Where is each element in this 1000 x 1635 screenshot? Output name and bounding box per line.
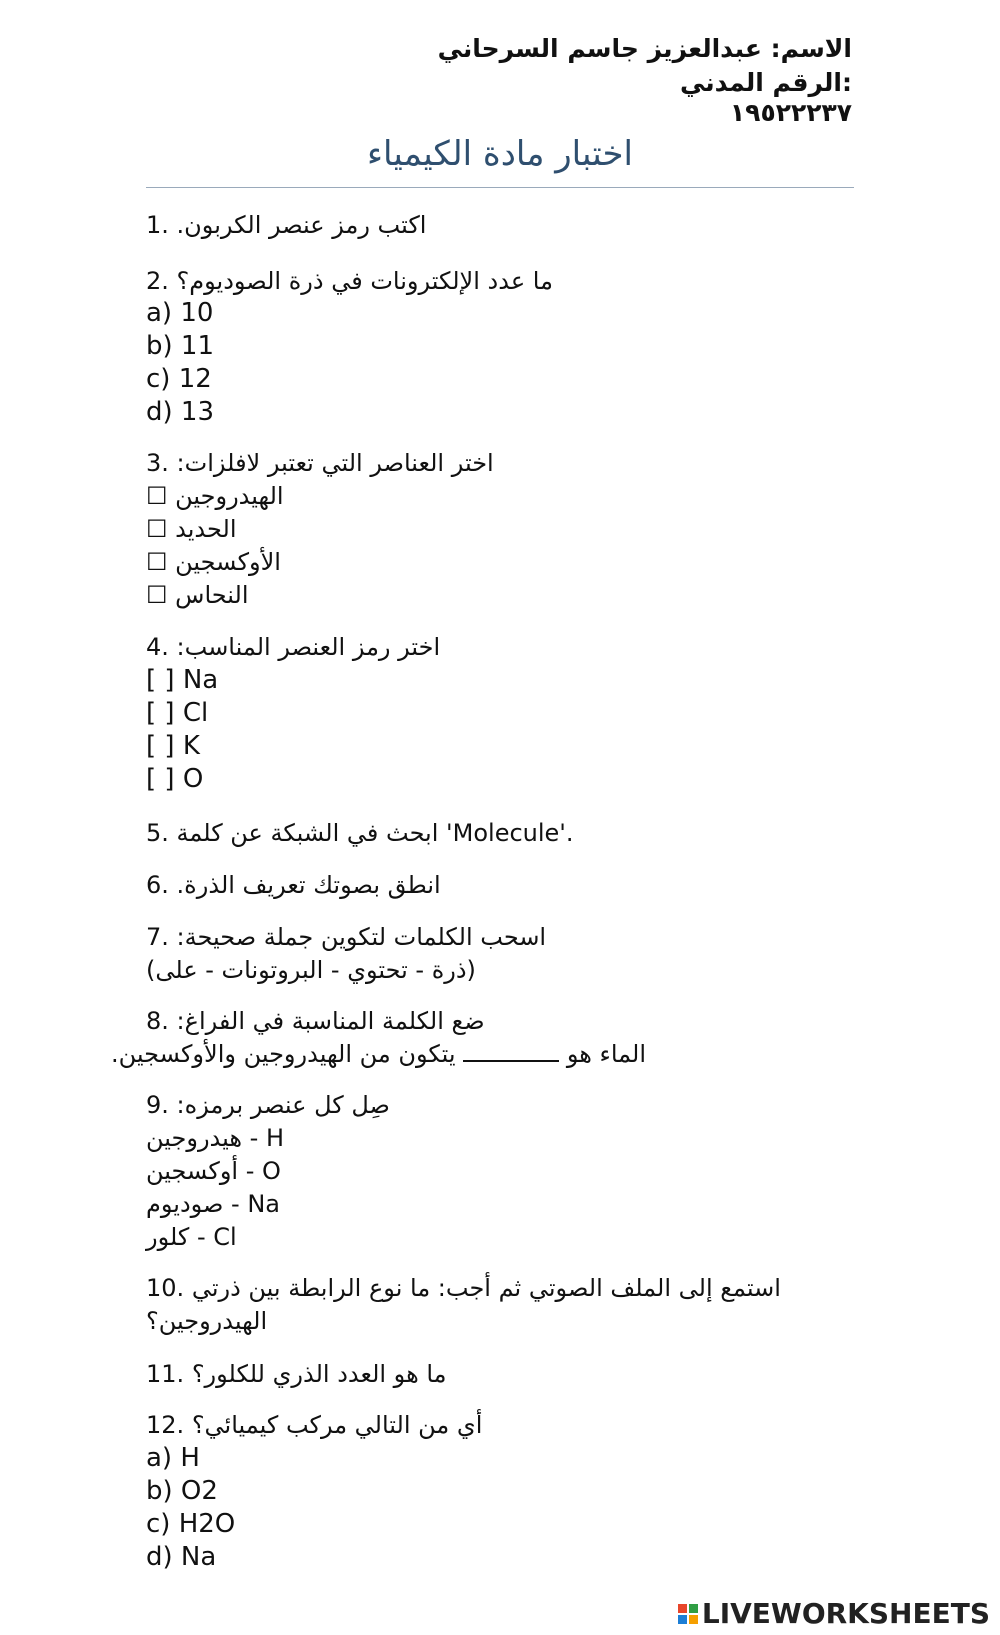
logo-text: LIVEWORKSHEETS [701, 1597, 990, 1630]
civil-id-label: :الرقم المدني [679, 68, 852, 97]
checkbox-option[interactable] [146, 545, 281, 579]
option-label: النحاس [175, 581, 249, 609]
element-symbol: O [262, 1157, 281, 1185]
option-b[interactable]: b) 11 [146, 331, 214, 361]
element-name: صوديوم [146, 1190, 224, 1218]
question-10 [146, 1271, 781, 1305]
question-4 [146, 630, 440, 664]
liveworksheets-mark-icon [678, 1604, 698, 1624]
question-number: 9. [146, 1091, 169, 1119]
element-name: كلور [146, 1223, 190, 1251]
option-label: الأوكسجين [175, 548, 281, 576]
title-divider [146, 187, 854, 188]
question-number: 6. [146, 871, 169, 899]
element-symbol: Cl [213, 1223, 237, 1251]
element-name: أوكسجين [146, 1157, 239, 1185]
element-symbol: Na [247, 1190, 280, 1218]
blank-input[interactable] [463, 1042, 559, 1062]
question-11 [146, 1357, 447, 1391]
question-text: اختر رمز العنصر المناسب: [176, 633, 441, 661]
option-label: الهيدروجين [175, 482, 284, 510]
page-title: اختبار مادة الكيمياء [366, 134, 633, 174]
question-number: 11. [146, 1360, 185, 1388]
student-name-line: الاسم: عبدالعزيز جاسم السرحاني [437, 34, 852, 63]
question-1 [146, 208, 426, 242]
question-number: 10. [146, 1274, 185, 1302]
liveworksheets-logo [678, 1597, 990, 1630]
question-number: 3. [146, 449, 169, 477]
question-8 [146, 1004, 485, 1038]
match-pair[interactable]: هيدروجين - H [146, 1124, 284, 1152]
question-text: اكتب رمز عنصر الكربون. [176, 211, 427, 239]
checkbox-icon[interactable]: ☐ [146, 548, 168, 576]
question-number: 5. [146, 819, 169, 847]
question-text: ضع الكلمة المناسبة في الفراغ: [176, 1007, 485, 1035]
civil-id-value: ١٩٥٢٢٢٣٧ [729, 98, 852, 127]
element-symbol: H [265, 1124, 284, 1152]
option-d[interactable]: d) 13 [146, 397, 214, 427]
checkbox-icon[interactable]: ☐ [146, 482, 168, 510]
option-na[interactable]: [ ] Na [146, 665, 219, 695]
option-k[interactable]: [ ] K [146, 731, 200, 761]
question-text: اختر العناصر التي تعتبر لافلزات: [176, 449, 494, 477]
question-number: 7. [146, 923, 169, 951]
question-text: ابحث في الشبكة عن كلمة [176, 819, 439, 847]
match-pair[interactable]: كلور - Cl [146, 1223, 237, 1251]
option-b[interactable]: b) O2 [146, 1476, 218, 1506]
checkbox-option[interactable] [146, 479, 284, 513]
drag-words[interactable]: (ذرة - تحتوي - البروتونات - على) [146, 956, 476, 984]
option-a[interactable]: a) 10 [146, 298, 214, 328]
question-3 [146, 446, 494, 480]
fill-blank-sentence [111, 1037, 646, 1071]
option-c[interactable]: c) H2O [146, 1509, 236, 1539]
question-7 [146, 920, 546, 954]
option-label: الحديد [175, 515, 237, 543]
option-a[interactable]: a) H [146, 1443, 200, 1473]
question-number: 1. [146, 211, 169, 239]
question-text: انطق بصوتك تعريف الذرة. [176, 871, 441, 899]
question-number: 12. [146, 1411, 185, 1439]
checkbox-icon[interactable]: ☐ [146, 515, 168, 543]
question-number: 4. [146, 633, 169, 661]
search-word: 'Molecule'. [446, 819, 574, 847]
option-d[interactable]: d) Na [146, 1542, 217, 1572]
option-cl[interactable]: [ ] Cl [146, 698, 209, 728]
question-text: ما عدد الإلكترونات في ذرة الصوديوم؟ [176, 267, 553, 295]
question-text: صِل كل عنصر برمزه: [176, 1091, 390, 1119]
checkbox-option[interactable] [146, 512, 237, 546]
checkbox-option[interactable] [146, 578, 248, 612]
match-pair[interactable]: صوديوم - Na [146, 1190, 280, 1218]
question-text: ما هو العدد الذري للكلور؟ [191, 1360, 447, 1388]
sentence-end: يتكون من الهيدروجين والأوكسجين. [110, 1040, 456, 1068]
sentence-start: الماء هو [566, 1040, 646, 1068]
option-c[interactable]: c) 12 [146, 364, 212, 394]
question-10-continued: الهيدروجين؟ [146, 1307, 268, 1335]
element-name: هيدروجين [146, 1124, 243, 1152]
question-text: أي من التالي مركب كيميائي؟ [191, 1411, 483, 1439]
question-9 [146, 1088, 390, 1122]
question-number: 8. [146, 1007, 169, 1035]
question-text: استمع إلى الملف الصوتي ثم أجب: ما نوع الرابطة بين ذرتي [191, 1274, 781, 1302]
option-o[interactable]: [ ] O [146, 764, 204, 794]
question-5 [146, 816, 574, 850]
question-6 [146, 868, 441, 902]
question-text: اسحب الكلمات لتكوين جملة صحيحة: [176, 923, 547, 951]
match-pair[interactable]: أوكسجين - O [146, 1157, 281, 1185]
question-2 [146, 264, 553, 298]
checkbox-icon[interactable]: ☐ [146, 581, 168, 609]
question-number: 2. [146, 267, 169, 295]
question-12 [146, 1408, 482, 1442]
